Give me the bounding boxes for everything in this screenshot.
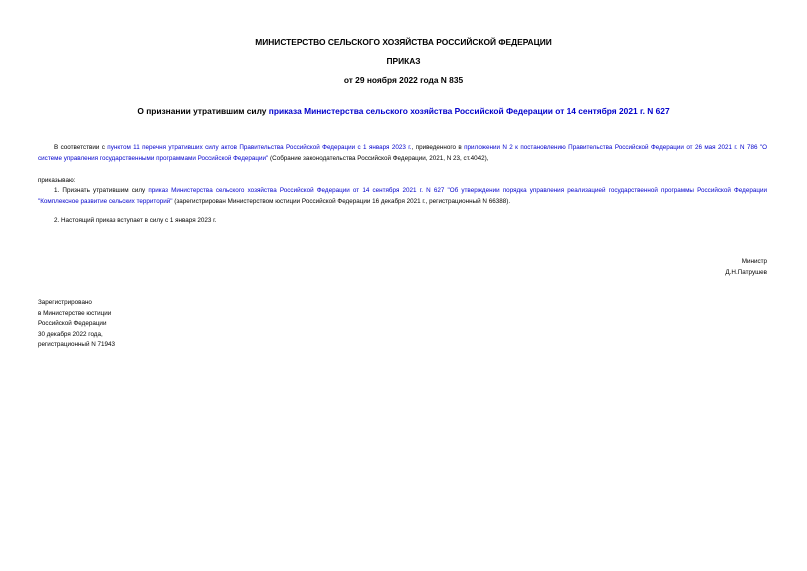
para1-link-2[interactable]: приложении N 2 к постановлению Правительства Российской Федерации от 26 мая 2021 г. N 786 "О системе управления государственными программами Российской Федерации" — [38, 144, 767, 162]
ministry-heading: МИНИСТЕРСТВО СЕЛЬСКОГО ХОЗЯЙСТВА РОССИЙСКОЙ ФЕДЕРАЦИИ — [255, 37, 552, 47]
order-item-1 — [38, 186, 767, 207]
doc-type-heading: ПРИКАЗ — [386, 56, 421, 66]
para1-text-1: В соответствии с — [54, 144, 108, 151]
signature-position: Министр — [741, 258, 767, 265]
para1-link-1[interactable]: пунктом 11 перечня утративших силу актов Правительства Российской Федерации с 1 января 2023 г. — [107, 144, 412, 151]
registration-line: 30 декабря 2022 года, — [38, 330, 103, 338]
registration-block — [38, 298, 288, 351]
order-word: приказываю: — [38, 177, 76, 184]
title-link[interactable]: приказа Министерства сельского хозяйства Российской Федерации от 14 сентября 2021 г. N 627 — [268, 106, 670, 116]
signature-name: Д.Н.Патрушев — [725, 269, 767, 276]
item1-text-1: 1. Признать утратившим силу — [54, 187, 149, 194]
document-title — [0, 106, 807, 116]
item1-text-2: (зарегистрирован Министерством юстиции Российской Федерации 16 декабря 2021 г., регистрационный N 66388). — [172, 197, 511, 205]
para1-text-3: (Собрание законодательства Российской Федерации, 2021, N 23, ст.4042), — [268, 154, 489, 162]
registration-line: регистрационный N 71943 — [38, 341, 116, 348]
para1-text-2: , приведенного в — [411, 144, 465, 151]
registration-line: Российской Федерации — [38, 320, 107, 327]
registration-line: в Министерстве юстиции — [38, 309, 112, 317]
registration-line: Зарегистрировано — [38, 299, 92, 306]
title-prefix: О признании утратившим силу — [137, 106, 269, 116]
paragraph-basis — [38, 143, 767, 164]
item1-link[interactable]: приказ Министерства сельского хозяйства Российской Федерации от 14 сентября 2021 г. N 627 "Об утверждении порядка управления реализацией государственной программы Российской Федерации "Комплексное развитие сельских территорий" — [38, 187, 767, 205]
order-item-2: 2. Настоящий приказ вступает в силу с 1 января 2023 г. — [54, 217, 217, 224]
date-number-heading: от 29 ноября 2022 года N 835 — [343, 75, 464, 85]
